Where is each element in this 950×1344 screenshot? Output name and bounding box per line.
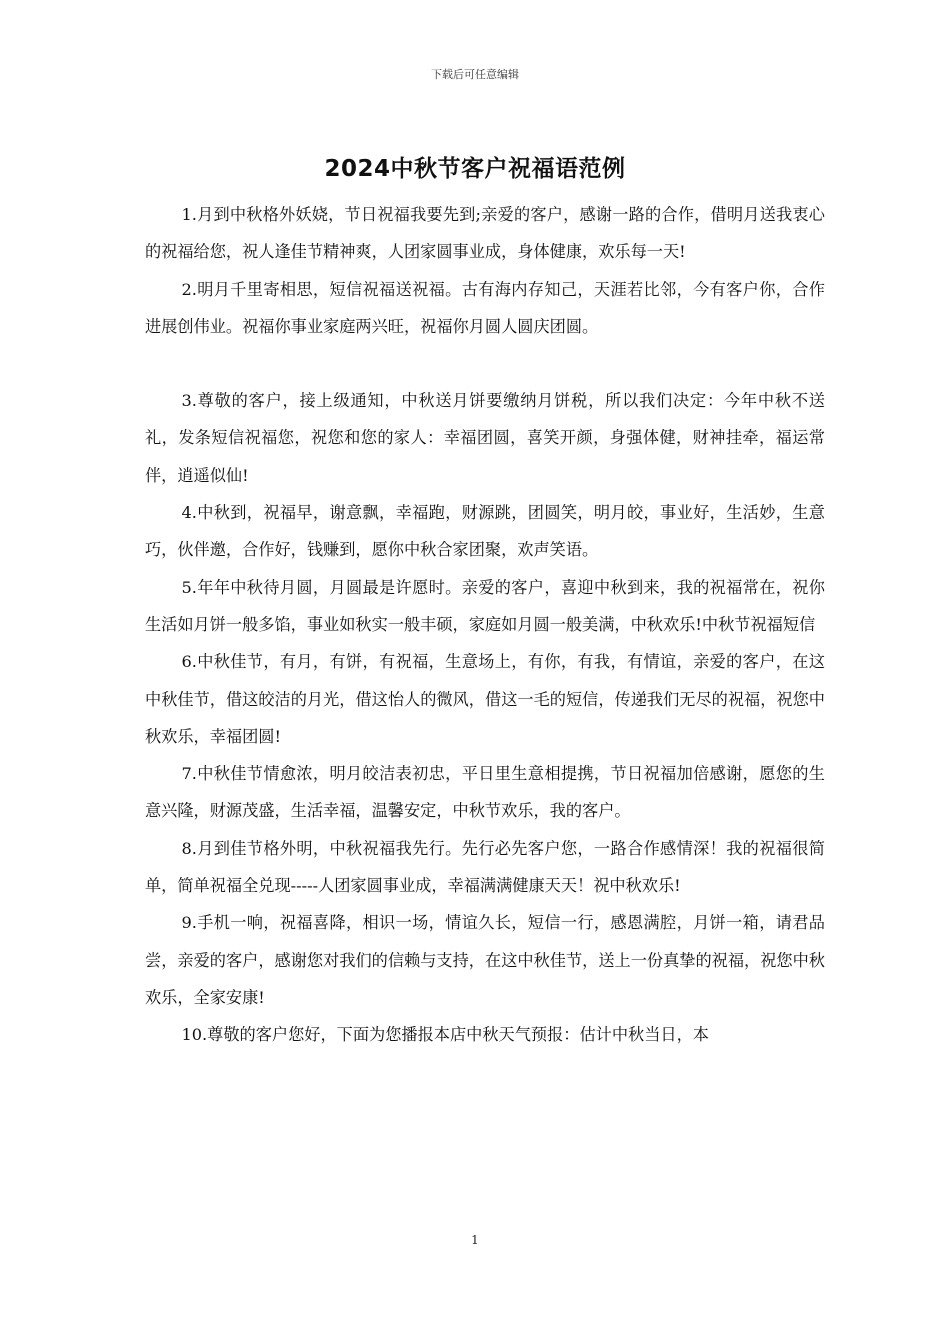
paragraph-3: 3.尊敬的客户，接上级通知，中秋送月饼要缴纳月饼税，所以我们决定：今年中秋不送礼，发条短信祝福您，祝您和您的家人：幸福团圆，喜笑开颜，身强体健，财神挂牵，福运常伴，逍遥似仙! [145,391,825,485]
paragraph-5: 5.年年中秋待月圆，月圆最是许愿时。亲爱的客户，喜迎中秋到来，我的祝福常在，祝你生活如月饼一般多馅，事业如秋实一般丰硕，家庭如月圆一般美满，中秋欢乐!中秋节祝福短信 [145,577,825,634]
paragraph-6: 6.中秋佳节，有月，有饼，有祝福，生意场上，有你，有我，有情谊，亲爱的客户，在这中秋佳节，借这皎洁的月光，借这怡人的微风，借这一毛的短信，传递我们无尽的祝福，祝您中秋欢乐，幸福团圆! [145,652,825,746]
paragraph-4: 4.中秋到，祝福早，谢意飘，幸福跑，财源跳，团圆笑，明月皎，事业好，生活妙，生意巧，伙伴邀，合作好，钱赚到，愿你中秋合家团聚，欢声笑语。 [145,503,825,560]
header-note: 下载后可任意编辑 [431,68,519,81]
paragraph-8: 8.月到佳节格外明，中秋祝福我先行。先行必先客户您，一路合作感情深！我的祝福很简单，简单祝福全兑现-----人团家圆事业成，幸福满满健康天天！祝中秋欢乐! [145,838,825,896]
document-title: 2024中秋节客户祝福语范例 [324,156,626,182]
paragraph-1: 1.月到中秋格外妖娆，节日祝福我要先到;亲爱的客户，感谢一路的合作，借明月送我衷心的祝福给您，祝人逢佳节精神爽，人团家圆事业成，身体健康，欢乐每一天! [145,205,825,262]
paragraph-2: 2.明月千里寄相思，短信祝福送祝福。古有海内存知己，天涯若比邻，今有客户你，合作进展创伟业。祝福你事业家庭两兴旺，祝福你月圆人圆庆团圆。 [145,279,825,336]
page-number: 1 [471,1233,479,1247]
document-body [145,196,825,1054]
paragraph-9: 9.手机一响，祝福喜降，相识一场，情谊久长，短信一行，感恩满腔，月饼一箱，请君品尝，亲爱的客户，感谢您对我们的信赖与支持，在这中秋佳节，送上一份真挚的祝福，祝您中秋欢乐，全家安康! [145,913,825,1007]
paragraph-10: 10.尊敬的客户您好，下面为您播报本店中秋天气预报：估计中秋当日，本 [181,1025,709,1045]
paragraph-7: 7.中秋佳节情愈浓，明月皎洁表初忠，平日里生意相提携，节日祝福加倍感谢，愿您的生意兴隆，财源茂盛，生活幸福，温馨安定，中秋节欢乐，我的客户。 [145,764,825,821]
